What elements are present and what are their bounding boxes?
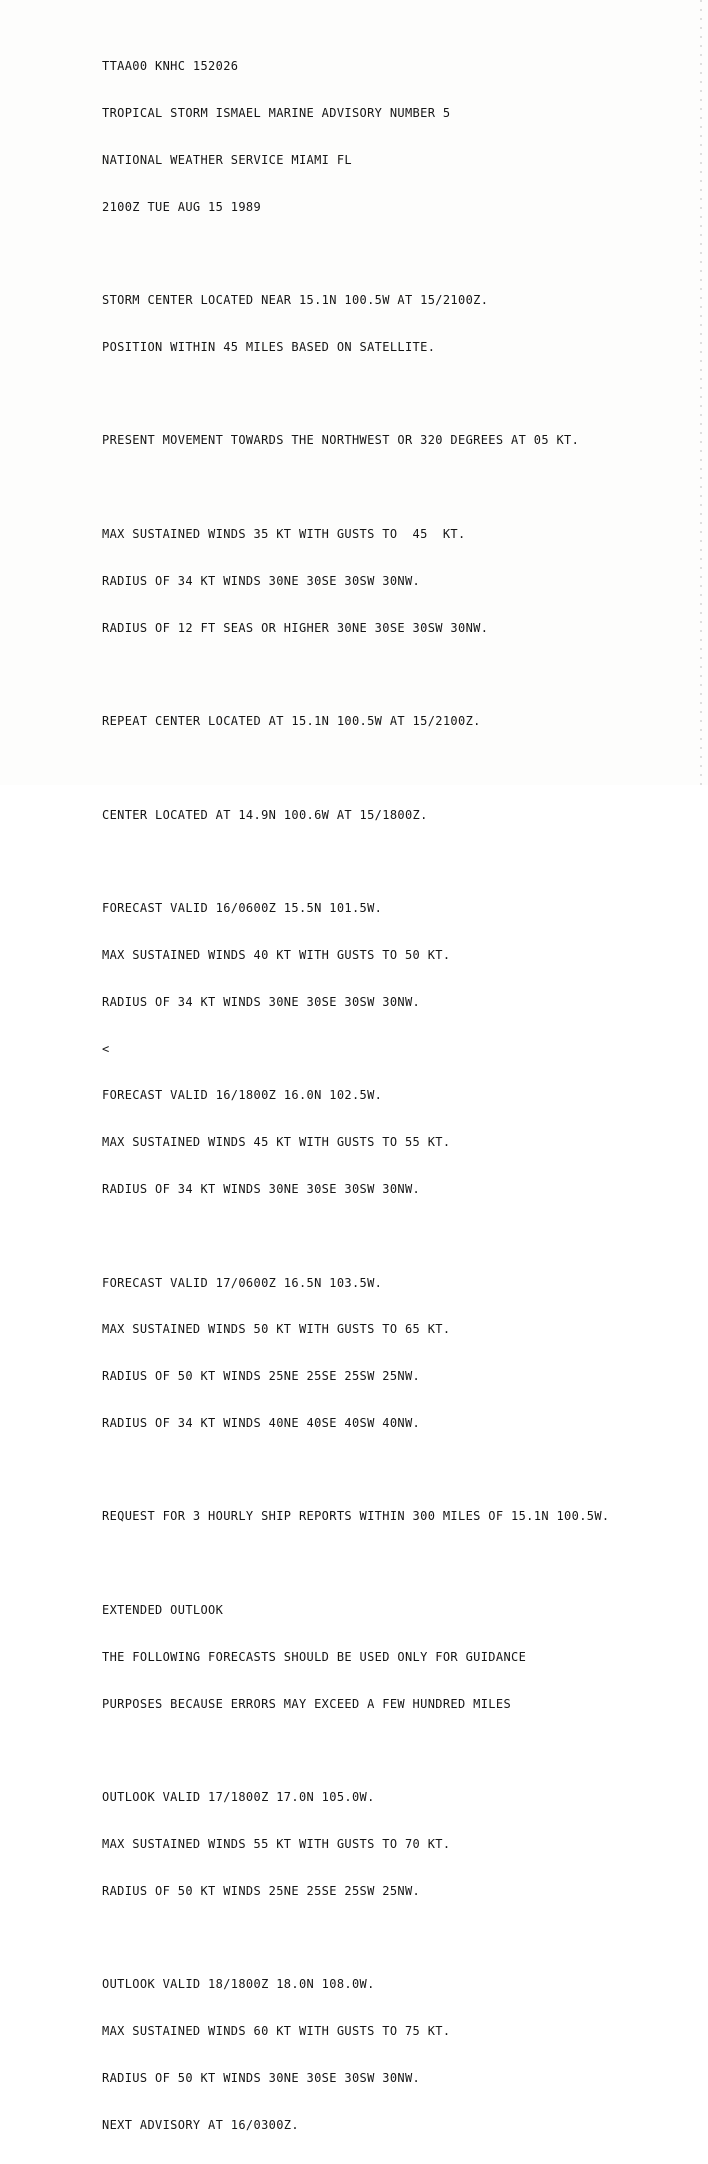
advisory-line: MAX SUSTAINED WINDS 45 KT WITH GUSTS TO 55 KT. [102, 1135, 451, 1150]
blank-line [102, 1930, 610, 1946]
blank-line [102, 387, 610, 403]
scan-edge-noise [700, 0, 702, 785]
advisory-line: RADIUS OF 50 KT WINDS 25NE 25SE 25SW 25NW. [102, 1369, 421, 1384]
advisory-line: REPEAT CENTER LOCATED AT 15.1N 100.5W AT 15/2100Z. [102, 714, 481, 729]
advisory-line: THE FOLLOWING FORECASTS SHOULD BE USED ONLY FOR GUIDANCE [102, 1649, 527, 1664]
advisory-line: POSITION WITHIN 45 MILES BASED ON SATELLITE. [102, 339, 436, 354]
advisory-line: RADIUS OF 50 KT WINDS 25NE 25SE 25SW 25NW. [102, 1883, 421, 1898]
advisory-line: RADIUS OF 34 KT WINDS 30NE 30SE 30SW 30NW. [102, 1181, 421, 1196]
blank-line [102, 761, 610, 777]
blank-line [102, 480, 610, 496]
advisory-line: < [102, 1041, 110, 1056]
blank-line [102, 1463, 610, 1479]
blank-line [102, 1229, 610, 1245]
blank-line [102, 667, 610, 683]
marine-advisory-text [102, 28, 610, 2164]
advisory-line: REQUEST FOR 3 HOURLY SHIP REPORTS WITHIN 300 MILES OF 15.1N 100.5W. [102, 1509, 610, 1524]
advisory-line: CENTER LOCATED AT 14.9N 100.6W AT 15/1800Z. [102, 807, 428, 822]
advisory-line: RADIUS OF 50 KT WINDS 30NE 30SE 30SW 30NW. [102, 2070, 421, 2085]
advisory-line: RADIUS OF 34 KT WINDS 30NE 30SE 30SW 30NW. [102, 994, 421, 1009]
advisory-line: MAX SUSTAINED WINDS 60 KT WITH GUSTS TO 75 KT. [102, 2024, 451, 2038]
advisory-line: NATIONAL WEATHER SERVICE MIAMI FL [102, 152, 352, 167]
advisory-line: FORECAST VALID 17/0600Z 16.5N 103.5W. [102, 1275, 383, 1290]
advisory-line: OUTLOOK VALID 17/1800Z 17.0N 105.0W. [102, 1790, 375, 1805]
advisory-line: NEXT ADVISORY AT 16/0300Z. [102, 2117, 299, 2132]
advisory-line: RADIUS OF 34 KT WINDS 30NE 30SE 30SW 30NW. [102, 573, 421, 588]
advisory-line: RADIUS OF 34 KT WINDS 40NE 40SE 40SW 40NW. [102, 1415, 421, 1430]
blank-line [102, 854, 610, 870]
advisory-line: MAX SUSTAINED WINDS 40 KT WITH GUSTS TO 50 KT. [102, 948, 451, 963]
advisory-line: MAX SUSTAINED WINDS 55 KT WITH GUSTS TO 70 KT. [102, 1836, 451, 1851]
advisory-line: TTAA00 KNHC 152026 [102, 59, 239, 74]
advisory-line: EXTENDED OUTLOOK [102, 1602, 224, 1617]
advisory-line: FORECAST VALID 16/0600Z 15.5N 101.5W. [102, 901, 383, 916]
advisory-line: RADIUS OF 12 FT SEAS OR HIGHER 30NE 30SE 30SW 30NW. [102, 620, 489, 635]
advisory-line: OUTLOOK VALID 18/1800Z 18.0N 108.0W. [102, 1977, 375, 1992]
blank-line [102, 1743, 610, 1759]
advisory-line: PURPOSES BECAUSE ERRORS MAY EXCEED A FEW HUNDRED MILES [102, 1696, 512, 1711]
advisory-line: PRESENT MOVEMENT TOWARDS THE NORTHWEST OR 320 DEGREES AT 05 KT. [102, 433, 580, 448]
advisory-line: MAX SUSTAINED WINDS 50 KT WITH GUSTS TO 65 KT. [102, 1322, 451, 1337]
blank-line [102, 1556, 610, 1572]
advisory-line: STORM CENTER LOCATED NEAR 15.1N 100.5W AT 15/2100Z. [102, 293, 489, 308]
blank-line [102, 246, 610, 262]
advisory-line: 2100Z TUE AUG 15 1989 [102, 199, 262, 214]
advisory-line: MAX SUSTAINED WINDS 35 KT WITH GUSTS TO 45 KT. [102, 527, 466, 541]
advisory-line: TROPICAL STORM ISMAEL MARINE ADVISORY NUMBER 5 [102, 105, 451, 120]
advisory-line: FORECAST VALID 16/1800Z 16.0N 102.5W. [102, 1088, 383, 1103]
